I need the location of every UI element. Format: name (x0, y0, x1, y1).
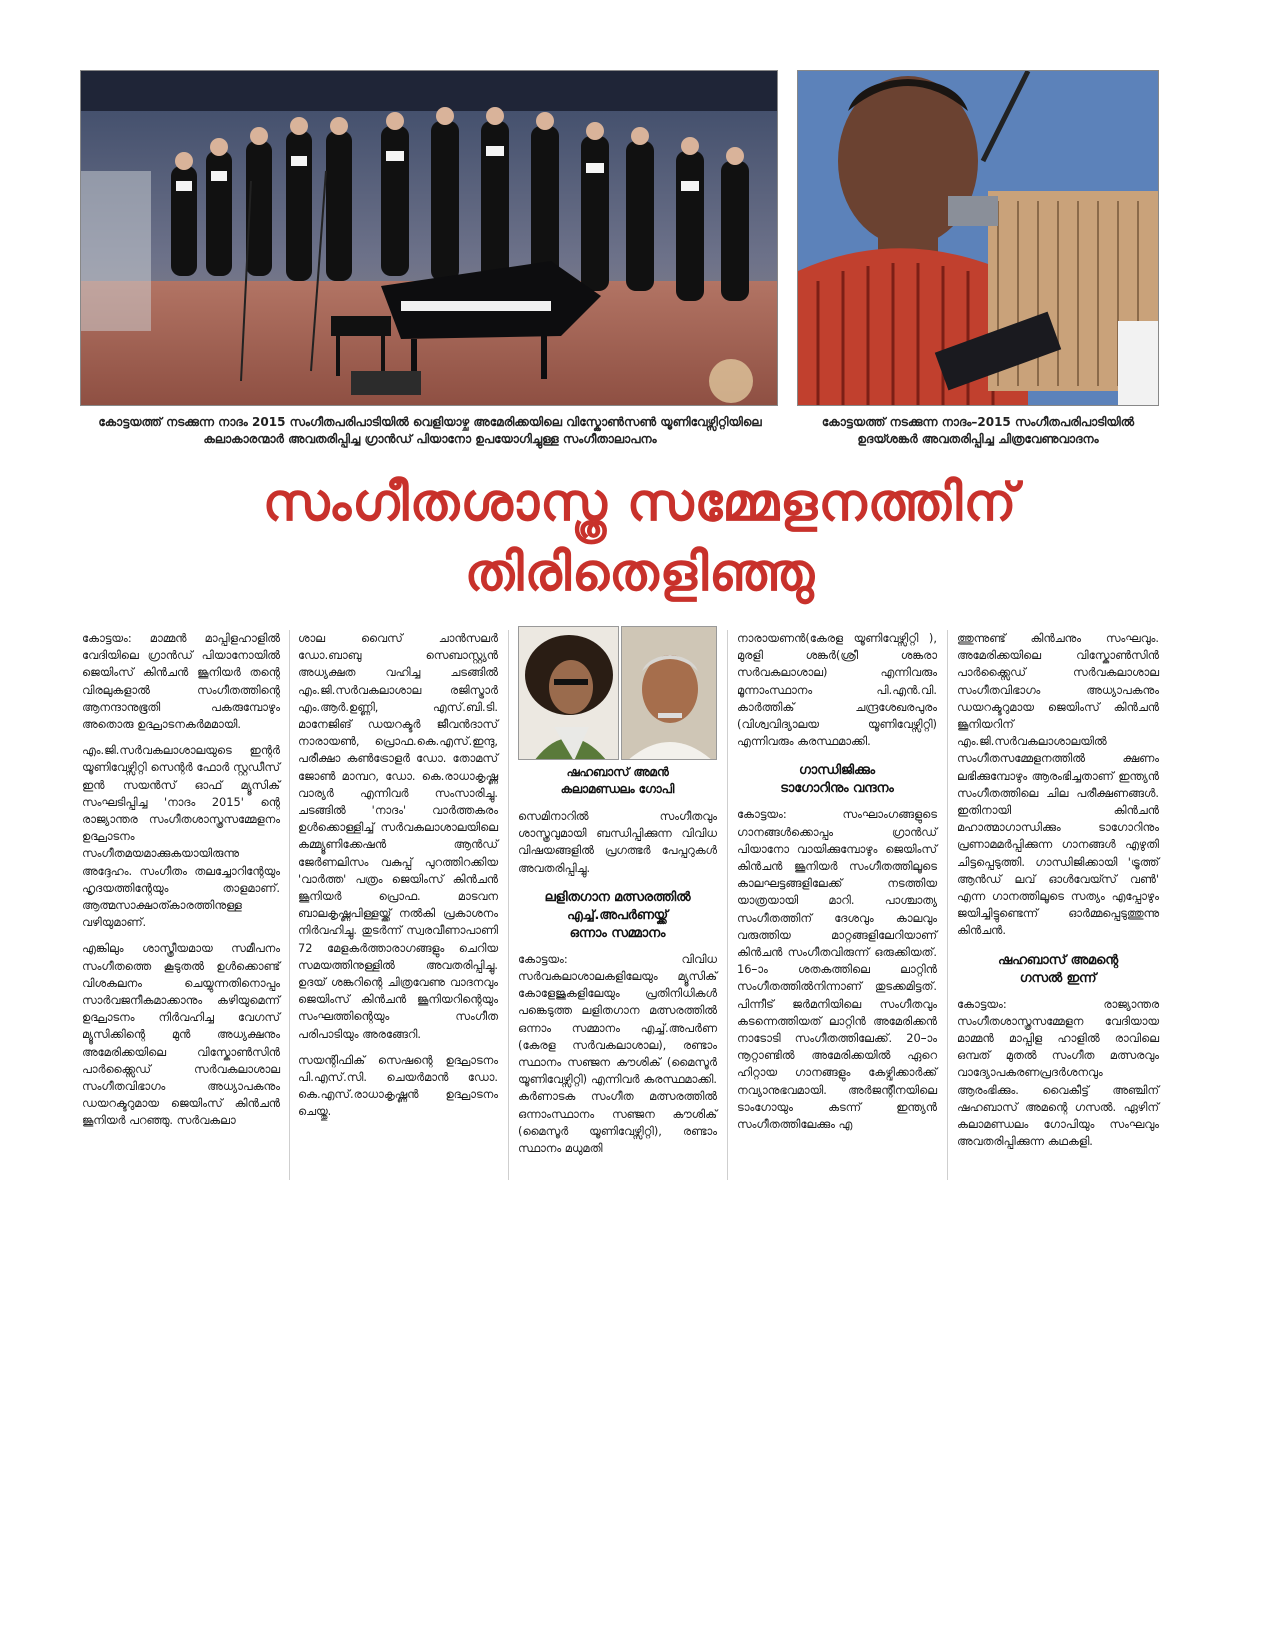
shahabas-portrait-art (519, 627, 619, 760)
column-divider (947, 630, 948, 1180)
subhead-line: ഷഹബാസ് അമന്റെ (998, 952, 1118, 968)
subhead-gandhi-tagore (737, 762, 937, 798)
headline-line-2: തിരിതെളിഞ്ഞു (464, 543, 816, 603)
subhead-line: ടാഗോറിനും വന്ദനം (780, 781, 894, 797)
article-column-4 (737, 630, 937, 1142)
column-divider (508, 630, 509, 1180)
subhead-ghazal (957, 952, 1159, 988)
column-divider (727, 630, 728, 1180)
performer-photo-caption: കോട്ടയത്ത് നടക്കുന്ന നാദം–2015 സംഗീതപരിപാടിയിൽ ഉദയ്ശങ്കർ അവതരിപ്പിച്ച ചിത്രവേണുവാദനം (821, 415, 1135, 446)
subhead-line: ഒന്നാം സമ്മാനം (569, 925, 666, 941)
shahabas-aman-portrait (518, 626, 619, 760)
article-column-1 (82, 630, 280, 1139)
choir-piano-photo (80, 70, 778, 406)
gopi-portrait-art (622, 627, 717, 760)
portrait-caption-1: ഷഹബാസ് അമൻ (566, 765, 669, 779)
article-column-3 (518, 808, 717, 1166)
paragraph: കോട്ടയം: സംഘാംഗങ്ങളുടെ ഗാനങ്ങൾക്കൊപ്പം ഗ്രാൻഡ് പിയാനോ വായിക്കുമ്പോഴും ജെയിംസ് കിൻചൻ ജൂനിയർ സംഗീതത്തിലൂടെ കാലഘട്ടങ്ങളിലേക്ക് നടത്തിയ യാത്രയായി മാറി. പാശ്ചാത്യ സംഗീതത്തിന് ദേശവും കാലവും വരുത്തിയ മാറ്റങ്ങളിലേറിയാണ് കിൻചൻ സംഗീതവിരുന്ന് ഒരുക്കിയത്. 16–ാം ശതകത്തിലെ ലാറ്റിൻ സംഗീതത്തിൽനിന്നാണ് തുടക്കമിട്ടത്. പിന്നീട് ജർമനിയിലെ സംഗീതവും കടന്നെത്തിയത് ലാറ്റിൻ അമേരിക്കൻ നാടോടി സംഗീതത്തിലേക്ക്. 20–ാം നൂറ്റാണ്ടിൽ അമേരിക്കയിൽ ഏറെ ഹിറ്റായ ഗാനങ്ങളും കേഴ്വിക്കാർക്ക് നവ്യാനുഭവമായി. അർജന്റീനയിലെ ടാംഗോയും കടന്ന് ഇന്ത്യൻ സംഗീതത്തിലേക്കും എ (737, 807, 937, 1132)
subhead-lalithaganam (518, 889, 717, 943)
subhead-line: ലളിതഗാന മത്സരത്തിൽ (544, 889, 691, 905)
paragraph: സെമിനാറിൽ സംഗീതവും ശാസ്ത്രവുമായി ബന്ധിപ്പിക്കുന്ന വിവിധ വിഷയങ്ങളിൽ പ്രഗത്ഭർ പേപ്പറുകൾ അവതരിപ്പിച്ചു. (518, 809, 717, 875)
performer-photo-art (798, 71, 1159, 406)
subhead-line: ഗസൽ ഇന്ന് (1019, 970, 1097, 986)
paragraph: കോട്ടയം: വിവിധ സർവകലാശാലകളിലേയും മ്യൂസിക് കോളേജുകളിലേയും പ്രതിനിധികൾ പങ്കെടുത്ത ലളിതഗാന മത്സരത്തിൽ ഒന്നാം സമ്മാനം എച്ച്.അപർണ (കേരള സർവകലാശാല), രണ്ടാം സ്ഥാനം സഞ്ജന കൗശിക് (മൈസൂർ യൂണിവേഴ്സിറ്റി) എന്നിവർ കരസ്ഥമാക്കി. കർണാടക സംഗീത മത്സരത്തിൽ ഒന്നാംസ്ഥാനം സഞ്ജന കൗശിക് (മൈസൂർ യൂണിവേഴ്സിറ്റി), രണ്ടാം സ്ഥാനം മധുമതി (518, 951, 717, 1156)
paragraph: കോട്ടയം: മാമ്മൻ മാപ്പിളഹാളിൽ വേദിയിലെ ഗ്രാൻഡ് പിയാനോയിൽ ജെയിംസ് കിൻചൻ ജൂനിയർ തന്റെ വിരലുകളാൽ സംഗീതത്തിന്റെ ആനന്ദാനുഭൂതി പകരുമ്പോഴും അതൊരു ഉദ്ഘാടനകർമമായി. (82, 631, 280, 732)
paragraph: എം.ജി.സർവകലാശാലയുടെ ഇന്റർ യൂണിവേഴ്സിറ്റി സെന്റർ ഫോർ സ്റ്റഡീസ് ഇൻ സയൻസ് ഓഫ് മ്യൂസിക് സംഘടിപ്പിച്ച 'നാദം 2015' ന്റെ രാജ്യാന്തര സംഗീതശാസ്ത്രസമ്മേളനം ഉദ്ഘാടനം സംഗീതമയമാക്കുകയായിരുന്നു അദ്ദേഹം. സംഗീതം തലച്ചോറിന്റേയും ഹൃദയത്തിന്റേയും താളമാണ്. ആത്മസാക്ഷാത്കാരത്തിനുള്ള വഴിയുമാണ്. (82, 743, 280, 930)
choir-photo-art (81, 71, 778, 406)
paragraph: ശാല വൈസ് ചാൻസലർ ഡോ.ബാബു സെബാസ്റ്റ്യൻ അധ്യക്ഷത വഹിച്ച ചടങ്ങിൽ എം.ജി.സർവകലാശാല രജിസ്ട്രാർ എം.ആർ.ഉണ്ണി, എസ്.ബി.ടി. മാനേജിങ് ഡയറക്ടർ ജീവൻദാസ് നാരായൺ, പ്രൊഫ.കെ.എസ്.ഇന്ദു, പരീക്ഷാ കൺട്രോളർ ഡോ. തോമസ് ജോൺ മാമ്പറ, ഡോ. കെ.രാധാകൃഷ്ണ വാര്യർ എന്നിവർ സംസാരിച്ചു. ചടങ്ങിൽ 'നാദം' വാർത്തകരം ഉൾക്കൊള്ളിച്ച് സർവകലാശാലയിലെ കമ്മ്യൂണിക്കേഷൻ ആൻഡ് ജേർണലിസം വകുപ്പ് പുറത്തിറക്കിയ 'വാർത്ത' പത്രം ജെയിംസ് കിൻചൻ ജൂനിയർ പ്രൊഫ. മാടവന ബാലകൃഷ്ണപിള്ളയ്ക്ക് നൽകി പ്രകാശനം നിർവഹിച്ചു. തുടർന്ന് സ്വരവീണാപാണി 72 മേളകർത്താരാഗങ്ങളും ചെറിയ സമയത്തിനുള്ളിൽ അവതരിപ്പിച്ചു. ഉദയ് ശങ്കറിന്റെ ചിത്രവേണു വാദനവും ജെയിംസ് കിൻചൻ ജൂനിയറിന്റെയും സംഘത്തിന്റെയും സംഗീത പരിപാടിയും അരങ്ങേറി. (298, 631, 498, 1041)
paragraph: നാരായണൻ(കേരള യൂണിവേഴ്സിറ്റി ), മുരളി ശങ്കർ(ശ്രീ ശങ്കരാ സർവകലാശാല) എന്നിവരും മൂന്നാംസ്ഥാനം പി.എൻ.വി. കാർത്തിക് ചന്ദ്രശേഖരപുരം (വിശ്വവിദ്യാലയ യൂണിവേഴ്സിറ്റി) എന്നിവരും കരസ്ഥമാക്കി. (737, 631, 937, 749)
headline-line-1: സംഗീതശാസ്ത്ര സമ്മേളനത്തിന് (262, 473, 1018, 533)
chitravenu-performer-photo (797, 70, 1159, 406)
subhead-line: എച്ച്.അപർണയ്ക്ക് (567, 907, 668, 923)
article-column-5 (957, 630, 1159, 1159)
paragraph: സയന്റിഫിക് സെഷന്റെ ഉദ്ഘാടനം പി.എസ്.സി. ചെയർമാൻ ഡോ. കെ.എസ്.രാധാകൃഷ്ണൻ ഉദ്ഘാടനം ചെയ്തു. (298, 1052, 498, 1119)
article-column-2 (298, 630, 498, 1130)
paragraph: എങ്കിലും ശാസ്ത്രീയമായ സമീപനം സംഗീതത്തെ കൂടുതൽ ഉൾക്കൊണ്ട് വിശകലനം ചെയ്യുന്നതിനൊപ്പം സാർവജനീകമാക്കാനും കഴിയുമെന്ന് ഉദ്ഘാടനം നിർവഹിച്ച വേഗസ് മ്യൂസിക്കിന്റെ മുൻ അധ്യക്ഷനും അമേരിക്കയിലെ വിസ്കോൺസിൻ പാർക്ക്സൈഡ് സർവകലാശാല സംഗീതവിഭാഗം അധ്യാപകനും ഡയറക്ടറുമായ ജെയിംസ് കിൻചൻ ജൂനിയർ പറഞ്ഞു. സർവകലാ (82, 941, 280, 1128)
column-divider (289, 630, 290, 1180)
paragraph: ത്തുന്നുണ്ട് കിൻചനും സംഘവും. അമേരിക്കയിലെ വിസ്കോൺസിൻ പാർക്ക്സൈഡ് സർവകലാശാല സംഗീതവിഭാഗം അധ്യാപകനും ഡയറക്ടറുമായ ജെയിംസ് കിൻചൻ ജൂനിയറിന് എം.ജി.സർവകലാശാലയിൽ സംഗീതസമ്മേളനത്തിൽ ക്ഷണം ലഭിക്കുമ്പോഴും ആരംഭിച്ചതാണ് ഇന്ത്യൻ സംഗീതത്തിലെ ചില പരീക്ഷണങ്ങൾ. ഇതിനായി കിൻചൻ മഹാത്മാഗാന്ധിക്കും ടാഗോറിനും പ്രണാമമർപ്പിക്കുന്ന ഗാനങ്ങൾ എഴുതി ചിട്ടപ്പെടുത്തി. ഗാന്ധിജിക്കായി 'ട്രൂത്ത് ആൻഡ് ലവ് ഓൾവേയ്സ് വൺ' എന്ന ഗാനത്തിലൂടെ സത്യം എപ്പോഴും ജയിച്ചിട്ടുണ്ടെന്ന് ഓർമ്മപ്പെടുത്തുന്നു കിൻചൻ. (957, 631, 1159, 938)
paragraph: കോട്ടയം: രാജ്യാന്തര സംഗീതശാസ്ത്രസമ്മേളന വേദിയായ മാമ്മൻ മാപ്പിള ഹാളിൽ രാവിലെ ഒമ്പത് മുതൽ സംഗീത മത്സരവും വാദ്യോപകരണപ്രദർശനവും ആരംഭിക്കും. വൈകീട്ട് അഞ്ചിന് ഷഹബാസ് അമന്റെ ഗസൽ. ഏഴിന് കലാമണ്ഡലം ഗോപിയും സംഘവും അവതരിപ്പിക്കുന്ന കഥകളി. (957, 996, 1159, 1149)
portrait-caption-2: കലാമണ്ഡലം ഗോപി (560, 782, 675, 796)
choir-photo-caption: കോട്ടയത്ത് നടക്കുന്ന നാദം 2015 സംഗീതപരിപാടിയിൽ വെളിയാഴ്ച അമേരിക്കയിലെ വിസ്കോൺസൺ യൂണിവേഴ്സിറ്റിയിലെ കലാകാരന്മാർ അവതരിപ്പിച്ച ഗ്രാൻഡ് പിയാനോ ഉപയോഗിച്ചുള്ള സംഗീതാലാപനം (98, 415, 762, 446)
kalamandalam-gopi-portrait (621, 626, 717, 760)
subhead-line: ഗാന്ധിജിക്കും (798, 763, 875, 779)
